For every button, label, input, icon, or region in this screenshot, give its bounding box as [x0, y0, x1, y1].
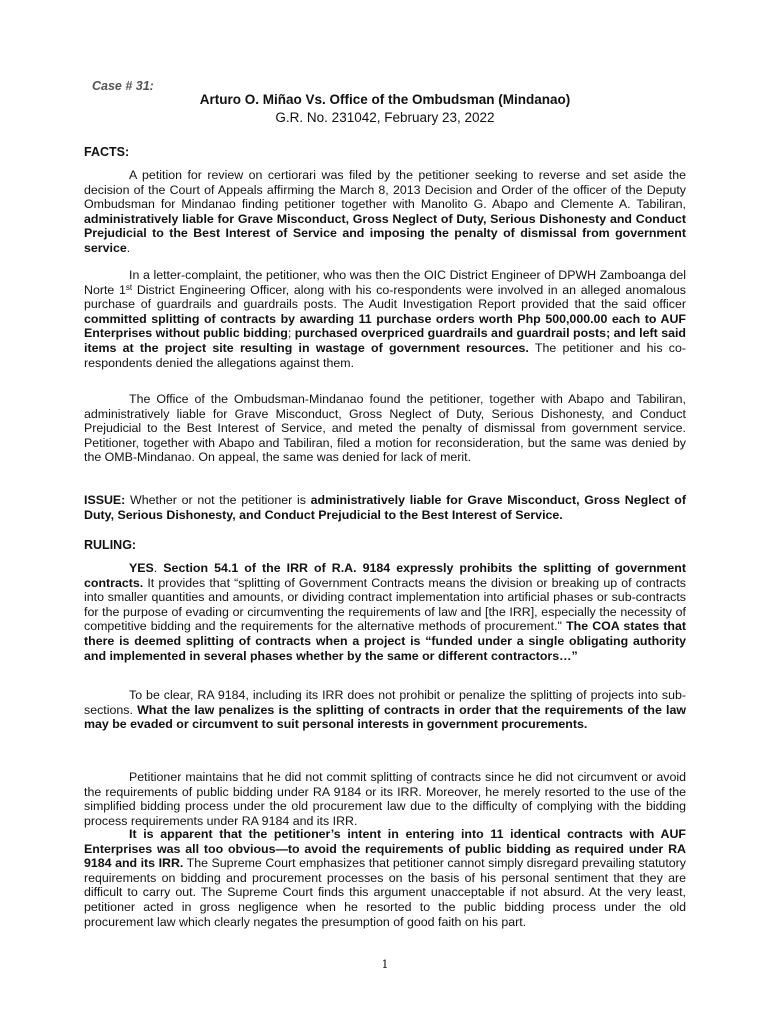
facts-p1-text: A petition for review on certiorari was filed by the petitioner seeking to reverse and set aside the decision of the Court of Appeals affirming the March 8, 2013 Decision and Order of the officer of the Deputy Ombudsman for Mindanao finding petitioner together with Manolito G. Abapo and Clemente A. Tabiliran, — [84, 168, 686, 212]
facts-p2-bold-2: purchased overpriced guardrails and guardrail posts; and left said items at the project site resulting in wastage of government resources. — [84, 326, 686, 355]
case-title: Arturo O. Miñao Vs. Office of the Ombudsman (Mindanao) — [199, 92, 571, 107]
ruling-p1-sep: . — [153, 561, 164, 575]
gr-number: G.R. No. 231042, February 23, 2022 — [275, 110, 495, 125]
ruling-p1-text: It provides that “splitting of Government Contracts means the division or breaking up of contracts into smaller quantities and amounts, or dividing contract implementation into artificial phases or sub-contracts for the purpose of evading or circumventing the requirements of law and [the IRR], especially the necessity of competitive bidding and the requirements for the alternative methods of procurement." — [84, 575, 686, 634]
facts-p2-bold-1: committed splitting of contracts by awarding 11 purchase orders worth Php 500,000.00 each to AUF Enterprises without public bidding — [84, 311, 686, 341]
ruling-p1-bold-2: The COA states that there is deemed splitting of contracts when a project is “funded under a single obligating authority and implemented in several phases whether by the same or different contractors…” — [84, 619, 687, 663]
ruling-p2-text: To be clear, RA 9184, including its IRR does not prohibit or penalize the splitting of projects into sub-sections. — [84, 688, 686, 717]
facts-p2-text-3: The petitioner and his co-respondents denied the allegations against them. — [84, 340, 686, 370]
facts-paragraph-3: The Office of the Ombudsman-Mindanao found the petitioner, together with Abapo and Tabiliran, administratively liable for Grave Misconduct, Gross Neglect of Duty, Serious Dishonesty, and Conduct Prejudicial to the Best Interest of Service, and meted the penalty of dismissal from government service. Petitioner, together with Abapo and Tabiliran, filed a motion for reconsideration, but the same was denied by the OMB-Mindanao. On appeal, the same was denied for lack of merit. — [84, 392, 686, 465]
ruling-paragraph-2 — [84, 688, 686, 732]
case-number: Case # 31: — [92, 79, 154, 93]
facts-p2-sep: ; — [287, 326, 295, 341]
ruling-heading: RULING: — [84, 538, 137, 552]
issue-paragraph — [84, 493, 686, 522]
facts-p1-bold: administratively liable for Grave Misconduct, Gross Neglect of Duty, Serious Dishonesty and Conduct Prejudicial to the Best Interest of Service and imposing the penalty of dismissal from government service — [84, 211, 686, 255]
facts-p2-text-2: District Engineering Officer, along with his co-respondents were involved in an alleged anomalous purchase of guardrails and guardrails posts. The Audit Investigation Report provided that the said officer — [84, 282, 687, 312]
facts-p2-sup: st — [125, 282, 133, 292]
issue-text: Whether or not the petitioner is — [125, 493, 311, 507]
ruling-p4-text: The Supreme Court emphasizes that petitioner cannot simply disregard prevailing statutory requirements on bidding and procurement processes on the basis of his personal sentiment that they are difficult to carry out. The Supreme Court finds this argument unacceptable if not absurd. At the very least, petitioner acted in gross negligence when he resorted to the public bidding process under the old procurement law which clearly negates the presumption of good faith on his part. — [84, 856, 686, 929]
ruling-p2-bold: What the law penalizes is the splitting of contracts in order that the requirements of the law may be evaded or circumvent to suit personal interests in government procurements. — [84, 702, 686, 732]
facts-paragraph-1 — [84, 168, 686, 256]
ruling-paragraph-1 — [84, 561, 686, 663]
facts-p1-end: . — [126, 240, 131, 255]
ruling-p1-bold-1: Section 54.1 of the IRR of R.A. 9184 expressly prohibits the splitting of government contracts. — [84, 561, 686, 590]
ruling-paragraph-3: Petitioner maintains that he did not commit splitting of contracts since he did not circumvent or avoid the requirements of public bidding under RA 9184 or its IRR. Moreover, he merely resorted to the use of the simplified bidding process under the old procurement law due to the difficulty of complying with the bidding process requirements under RA 9184 and its IRR. — [84, 770, 686, 828]
issue-bold: administratively liable for Grave Misconduct, Gross Neglect of Duty, Serious Dishonesty, and Conduct Prejudicial to the Best Interest of Service. — [84, 493, 686, 522]
document-page — [84, 0, 686, 1024]
facts-p2-text: In a letter-complaint, the petitioner, who was then the OIC District Engineer of DPWH Zamboanga del Norte 1 — [84, 268, 686, 297]
ruling-p4-bold: It is apparent that the petitioner’s intent in entering into 11 identical contracts with AUF Enterprises was all too obvious—to avoid the requirements of public bidding as required under RA 9184 and its IRR. — [84, 827, 686, 871]
facts-heading: FACTS: — [84, 145, 130, 159]
page-number: 1 — [381, 958, 389, 971]
ruling-paragraph-4 — [84, 827, 686, 929]
ruling-p1-yes: YES — [129, 561, 154, 575]
facts-paragraph-2 — [84, 268, 686, 370]
issue-label: ISSUE: — [84, 493, 126, 507]
